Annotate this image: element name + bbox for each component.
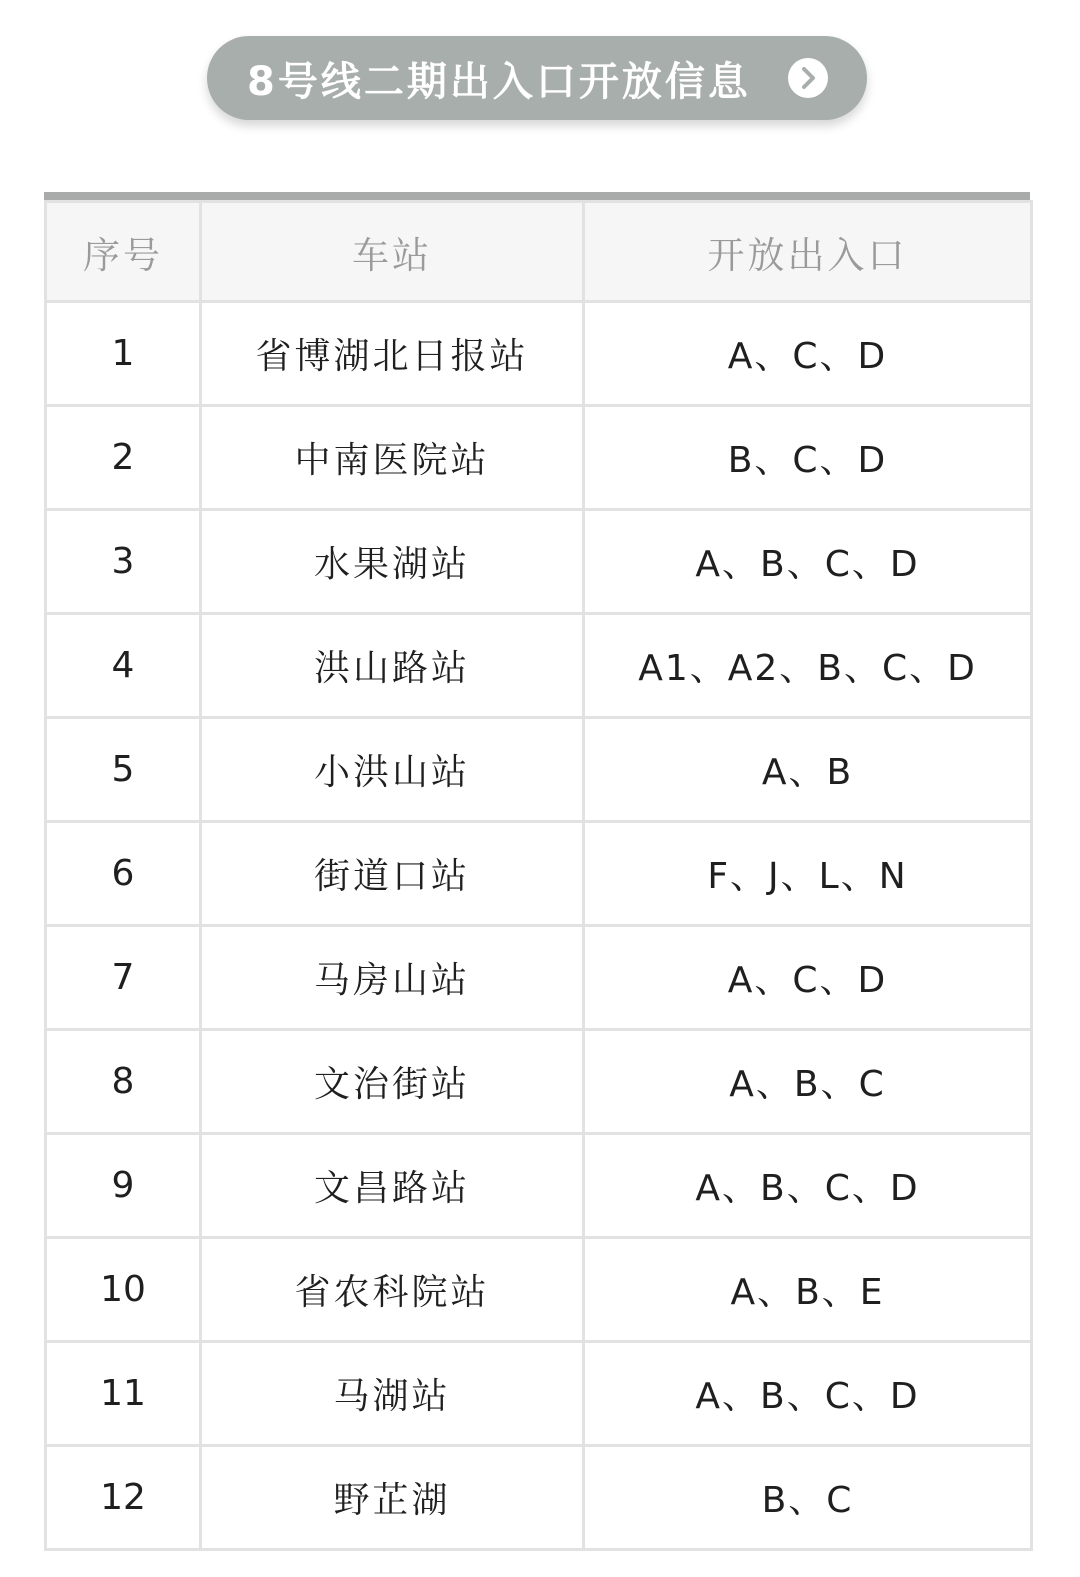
- station-name: 文昌路站: [201, 1134, 584, 1238]
- table-header-row: [46, 202, 1032, 302]
- open-exits: A、C、D: [584, 302, 1032, 406]
- row-index: 4: [46, 614, 201, 718]
- open-exits: F、J、L、N: [584, 822, 1032, 926]
- column-header-open-exits: 开放出入口: [584, 202, 1032, 302]
- exits-table: [44, 200, 1033, 1551]
- table-row: [46, 406, 1032, 510]
- open-exits: A、B: [584, 718, 1032, 822]
- table-row: [46, 1030, 1032, 1134]
- row-index: 1: [46, 302, 201, 406]
- row-index: 10: [46, 1238, 201, 1342]
- title-link-button[interactable]: [207, 36, 867, 120]
- row-index: 12: [46, 1446, 201, 1550]
- row-index: 9: [46, 1134, 201, 1238]
- open-exits: A1、A2、B、C、D: [584, 614, 1032, 718]
- table-row: [46, 822, 1032, 926]
- row-index: 11: [46, 1342, 201, 1446]
- table-row: [46, 1342, 1032, 1446]
- station-name: 野芷湖: [201, 1446, 584, 1550]
- table-row: [46, 614, 1032, 718]
- table-row: [46, 1238, 1032, 1342]
- table-row: [46, 1134, 1032, 1238]
- station-name: 马湖站: [201, 1342, 584, 1446]
- chevron-right-icon[interactable]: [788, 58, 828, 98]
- page-title: 8号线二期出入口开放信息: [247, 58, 751, 105]
- column-header-station: 车站: [201, 202, 584, 302]
- station-name: 街道口站: [201, 822, 584, 926]
- table-row: [46, 718, 1032, 822]
- open-exits: A、B、E: [584, 1238, 1032, 1342]
- table-row: [46, 302, 1032, 406]
- station-name: 洪山路站: [201, 614, 584, 718]
- open-exits: B、C、D: [584, 406, 1032, 510]
- table-row: [46, 926, 1032, 1030]
- station-name: 小洪山站: [201, 718, 584, 822]
- open-exits: A、C、D: [584, 926, 1032, 1030]
- column-header-index: 序号: [46, 202, 201, 302]
- exits-table-container: [44, 192, 1030, 1551]
- row-index: 7: [46, 926, 201, 1030]
- station-name: 中南医院站: [201, 406, 584, 510]
- table-row: [46, 1446, 1032, 1550]
- row-index: 5: [46, 718, 201, 822]
- station-name: 文治街站: [201, 1030, 584, 1134]
- station-name: 马房山站: [201, 926, 584, 1030]
- station-name: 水果湖站: [201, 510, 584, 614]
- row-index: 6: [46, 822, 201, 926]
- row-index: 8: [46, 1030, 201, 1134]
- open-exits: A、B、C、D: [584, 510, 1032, 614]
- open-exits: B、C: [584, 1446, 1032, 1550]
- open-exits: A、B、C、D: [584, 1342, 1032, 1446]
- open-exits: A、B、C: [584, 1030, 1032, 1134]
- table-row: [46, 510, 1032, 614]
- row-index: 3: [46, 510, 201, 614]
- row-index: 2: [46, 406, 201, 510]
- station-name: 省农科院站: [201, 1238, 584, 1342]
- open-exits: A、B、C、D: [584, 1134, 1032, 1238]
- station-name: 省博湖北日报站: [201, 302, 584, 406]
